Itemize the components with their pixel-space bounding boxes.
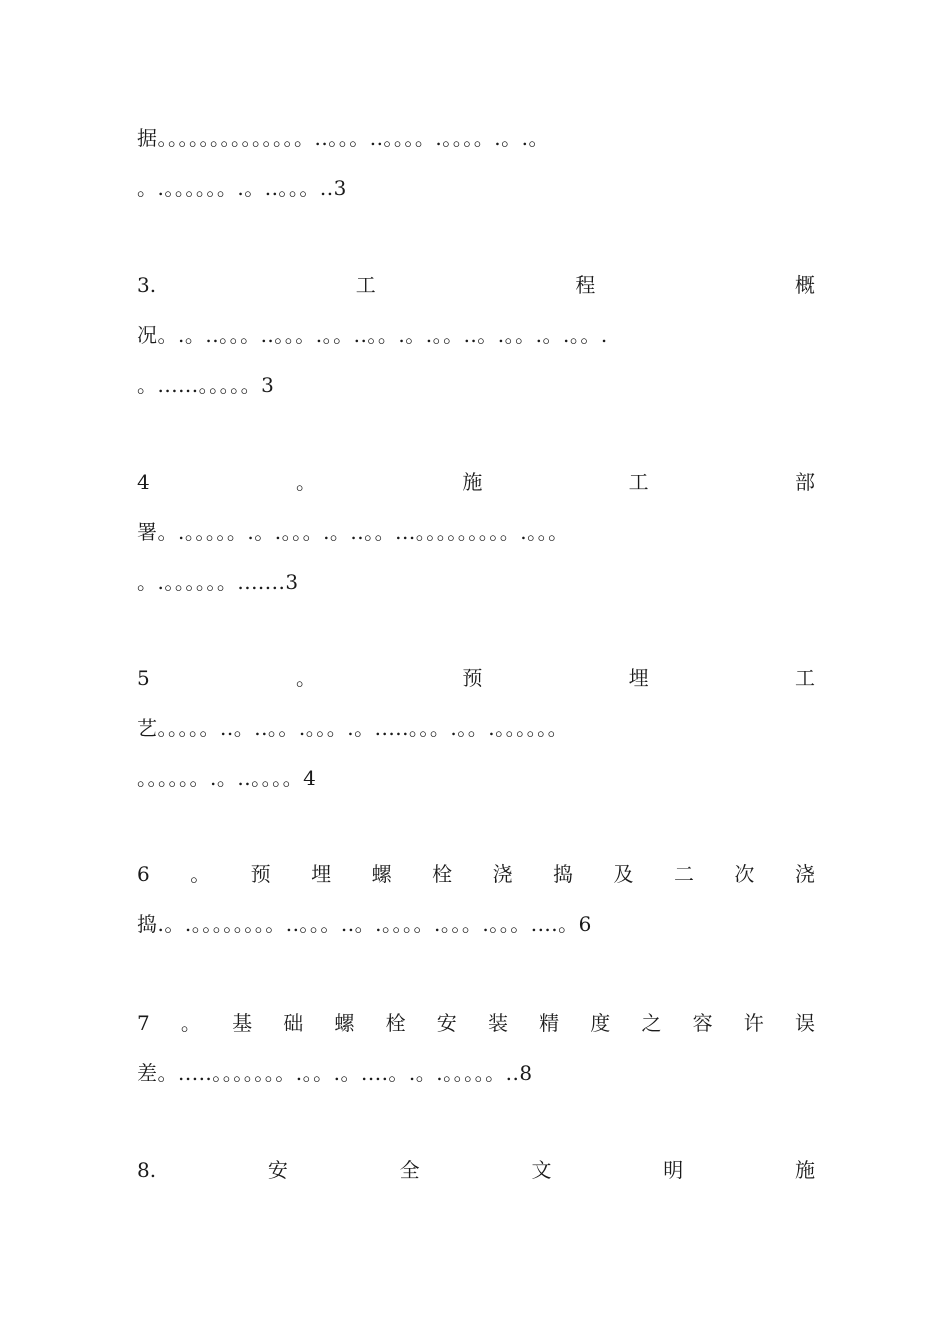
toc-heading bbox=[137, 1009, 815, 1037]
toc-heading-word: 7 bbox=[137, 1011, 150, 1035]
toc-heading-word: 预 bbox=[250, 862, 271, 886]
toc-heading-word: 施 bbox=[462, 470, 483, 494]
toc-heading-word: 许 bbox=[743, 1011, 764, 1035]
toc-heading-word: 度 bbox=[590, 1011, 611, 1035]
toc-heading-word: 及 bbox=[613, 862, 634, 886]
toc-heading-word: 工 bbox=[794, 666, 815, 690]
toc-heading-word: 栓 bbox=[432, 862, 453, 886]
toc-heading-word: 施 bbox=[795, 1158, 815, 1182]
toc-line: 差。.....。。。。。。。.。。.。....。.。.。。。。。..8 bbox=[137, 1061, 533, 1085]
toc-heading-word: 。 bbox=[190, 862, 211, 886]
toc-line: 况。.。..。。。..。。。.。。..。。.。.。。..。.。。.。.。。. bbox=[137, 323, 608, 347]
toc-heading-word: 螺 bbox=[371, 862, 392, 886]
toc-heading bbox=[137, 860, 815, 888]
toc-line: 。.。。。。。。.。..。。。..3 bbox=[137, 176, 347, 200]
toc-heading-word: 埋 bbox=[311, 862, 332, 886]
toc-heading-word: 概 bbox=[794, 273, 815, 297]
toc-heading-word: 埋 bbox=[628, 666, 649, 690]
toc-line: 。......。。。。。3 bbox=[137, 373, 275, 397]
toc-heading-word: 基 bbox=[232, 1011, 253, 1035]
toc-heading-word: 捣 bbox=[553, 862, 574, 886]
toc-line: 捣.。.。。。。。。。。..。。。..。.。。。。.。。。.。。。....。6 bbox=[137, 912, 592, 936]
toc-heading bbox=[137, 664, 815, 692]
toc-heading-word: 部 bbox=[794, 470, 815, 494]
toc-heading-word: 装 bbox=[487, 1011, 508, 1035]
toc-line: 署。.。。。。。.。.。。。.。..。。...。。。。。。。。。.。。。 bbox=[137, 520, 569, 544]
toc-heading-word: 3. bbox=[137, 273, 157, 297]
toc-heading-word: 。 bbox=[180, 1011, 201, 1035]
toc-heading-word: 螺 bbox=[334, 1011, 355, 1035]
toc-heading-word: 5 bbox=[137, 666, 150, 690]
toc-heading-word: 二 bbox=[673, 862, 694, 886]
toc-heading-word: 全 bbox=[399, 1158, 420, 1182]
toc-heading-word: 程 bbox=[575, 273, 596, 297]
toc-heading-word: 明 bbox=[663, 1158, 684, 1182]
toc-heading-word: 础 bbox=[283, 1011, 304, 1035]
toc-heading-word: 精 bbox=[539, 1011, 560, 1035]
toc-heading-word: 误 bbox=[794, 1011, 815, 1035]
toc-line: 。.。。。。。。.......3 bbox=[137, 570, 299, 594]
toc-heading-word: 预 bbox=[462, 666, 483, 690]
toc-heading-word: 容 bbox=[692, 1011, 713, 1035]
toc-heading-word: 浇 bbox=[492, 862, 513, 886]
toc-heading-word: 8. bbox=[137, 1158, 157, 1182]
toc-heading-word: 4 bbox=[137, 470, 150, 494]
toc-heading-word: 文 bbox=[531, 1158, 552, 1182]
toc-line: 据。。。。。。。。。。。。。。..。。。..。。。。.。。。。.。.。 bbox=[137, 126, 550, 150]
toc-heading-word: 工 bbox=[628, 470, 649, 494]
toc-line: 艺。。。。。..。..。。.。。。.。.....。。。.。。.。。。。。。 bbox=[137, 716, 569, 740]
toc-heading bbox=[137, 271, 815, 299]
toc-heading-word: 栓 bbox=[385, 1011, 406, 1035]
toc-line: 。。。。。。.。..。。。。4 bbox=[137, 766, 317, 790]
toc-heading-word: 之 bbox=[641, 1011, 662, 1035]
toc-heading bbox=[137, 1156, 815, 1184]
toc-heading-word: 。 bbox=[296, 470, 317, 494]
toc-heading-word: 次 bbox=[734, 862, 755, 886]
toc-heading-word: 工 bbox=[355, 273, 376, 297]
toc-heading-word: 浇 bbox=[794, 862, 815, 886]
toc-heading-word: 6 bbox=[137, 862, 150, 886]
toc-heading bbox=[137, 468, 815, 496]
toc-heading-word: 安 bbox=[267, 1158, 288, 1182]
toc-heading-word: 安 bbox=[436, 1011, 457, 1035]
toc-heading-word: 。 bbox=[296, 666, 317, 690]
